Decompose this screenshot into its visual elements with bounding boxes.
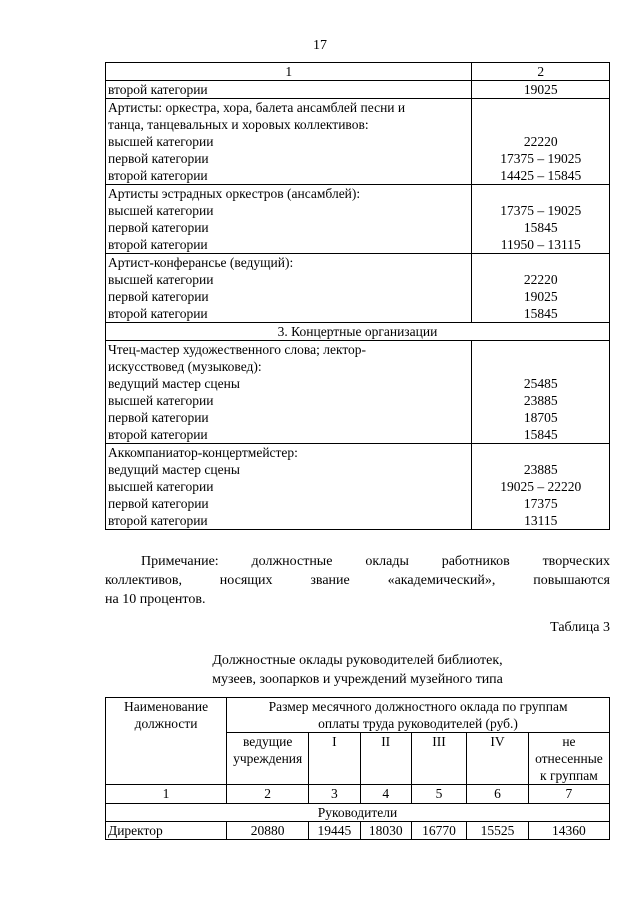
table-row xyxy=(106,185,610,254)
salary-value: 16770 xyxy=(411,822,466,840)
position-line: первой категории xyxy=(108,289,209,304)
salary-line xyxy=(474,185,607,202)
column-number: 3 xyxy=(309,785,360,804)
position-line: высшей категории xyxy=(108,479,214,494)
salary-value: 15525 xyxy=(467,822,529,840)
col-header-name: Наименование должности xyxy=(106,698,227,785)
table-row xyxy=(106,81,610,99)
salary-cell xyxy=(472,341,610,444)
note-word: Примечание: xyxy=(141,554,219,569)
position-cell xyxy=(106,81,472,99)
note-line-3: на 10 процентов. xyxy=(105,592,206,607)
salary-line xyxy=(474,341,607,358)
column-number: 7 xyxy=(528,785,609,804)
column-number: 1 xyxy=(106,63,472,81)
salary-line xyxy=(474,99,607,116)
note-word: носящих xyxy=(219,573,273,588)
salary-line: 19025 – 22220 xyxy=(500,479,582,494)
salary-line xyxy=(474,358,607,375)
header-row xyxy=(106,63,610,81)
note-word: творческих xyxy=(542,554,610,569)
column-number: 2 xyxy=(227,785,309,804)
position-line: Аккомпаниатор-концертмейстер: xyxy=(108,445,298,460)
salary-line xyxy=(474,444,607,461)
salary-line: 14425 – 15845 xyxy=(500,168,582,183)
salary-line: 15845 xyxy=(523,427,558,442)
salary-line: 18705 xyxy=(523,410,558,425)
salary-value: 14360 xyxy=(528,822,609,840)
salary-line: 17375 xyxy=(523,496,558,511)
column-number: 5 xyxy=(411,785,466,804)
sub-header: не отнесенные к группам xyxy=(528,733,609,785)
position-line: первой категории xyxy=(108,410,209,425)
note-word: должностные xyxy=(251,554,333,569)
section-title: 3. Концертные организации xyxy=(106,323,610,341)
note-word: «академический», xyxy=(387,573,496,588)
position-line: ведущий мастер сцены xyxy=(108,462,240,477)
position-cell xyxy=(106,444,472,530)
position-cell xyxy=(106,185,472,254)
salary-line: 17375 – 19025 xyxy=(500,203,582,218)
salary-line: 22220 xyxy=(523,134,558,149)
position-line: первой категории xyxy=(108,220,209,235)
table-label: Таблица 3 xyxy=(550,620,610,635)
page-number: 17 xyxy=(313,38,327,53)
sub-header: I xyxy=(309,733,360,785)
position-line: ведущий мастер сцены xyxy=(108,376,240,391)
position-line: второй категории xyxy=(108,168,208,183)
salary-table-libraries xyxy=(105,697,610,840)
salary-line: 15845 xyxy=(523,306,558,321)
salary-value: 20880 xyxy=(227,822,309,840)
note-word: оклады xyxy=(365,554,409,569)
note-line-2 xyxy=(105,571,610,590)
position-line: искусствовед (музыковед): xyxy=(108,359,262,374)
caption-line: музеев, зоопарков и учреждений музейного типа xyxy=(212,672,503,687)
position-line: высшей категории xyxy=(108,203,214,218)
column-number: 6 xyxy=(467,785,529,804)
note-word: звание xyxy=(310,573,350,588)
salary-table-creative xyxy=(105,62,610,530)
salary-line: 25485 xyxy=(523,376,558,391)
sub-header: IV xyxy=(467,733,529,785)
salary-line: 15845 xyxy=(523,220,558,235)
position-line: второй категории xyxy=(108,427,208,442)
position-line: первой категории xyxy=(108,496,209,511)
salary-cell xyxy=(472,99,610,185)
position-line: Артисты: оркестра, хора, балета ансамблей песни и xyxy=(108,100,406,115)
table-caption xyxy=(105,651,610,689)
note-word: коллективов, xyxy=(105,573,182,588)
position-line: Артист-конферансье (ведущий): xyxy=(108,255,294,270)
salary-line: 13115 xyxy=(524,513,558,528)
salary-cell xyxy=(472,81,610,99)
table-row xyxy=(106,341,610,444)
position-line: танца, танцевальных и хоровых коллективов: xyxy=(108,117,369,132)
salary-line: 19025 xyxy=(523,289,558,304)
table-row xyxy=(106,444,610,530)
salary-line: 11950 – 13115 xyxy=(500,237,581,252)
table-row xyxy=(106,99,610,185)
sub-header: ведущие учреждения xyxy=(227,733,309,785)
salary-value: 18030 xyxy=(360,822,411,840)
salary-value: 19445 xyxy=(309,822,360,840)
position-line: второй категории xyxy=(108,306,208,321)
position-line: высшей категории xyxy=(108,393,214,408)
position-line: высшей категории xyxy=(108,272,214,287)
position-line: первой категории xyxy=(108,151,209,166)
position-cell xyxy=(106,99,472,185)
salary-line: 22220 xyxy=(523,272,558,287)
sub-header: III xyxy=(411,733,466,785)
salary-line xyxy=(474,116,607,133)
section-row xyxy=(106,323,610,341)
salary-line: 23885 xyxy=(523,462,558,477)
position-line: второй категории xyxy=(108,513,208,528)
caption-line: Должностные оклады руководителей библиотек, xyxy=(212,653,503,668)
note-line-1 xyxy=(105,552,610,571)
salary-line: 23885 xyxy=(523,393,558,408)
column-number: 2 xyxy=(472,63,610,81)
note-word: повышаются xyxy=(533,573,610,588)
salary-cell xyxy=(472,444,610,530)
position-name: Директор xyxy=(106,822,227,840)
note xyxy=(105,552,610,609)
table-row xyxy=(106,254,610,323)
salary-cell xyxy=(472,254,610,323)
column-number: 1 xyxy=(106,785,227,804)
position-cell xyxy=(106,254,472,323)
position-cell xyxy=(106,341,472,444)
position-line: Артисты эстрадных оркестров (ансамблей): xyxy=(108,186,361,201)
column-number: 4 xyxy=(360,785,411,804)
salary-cell xyxy=(472,185,610,254)
position-line: Чтец-мастер художественного слова; лектор- xyxy=(108,342,367,357)
position-line: высшей категории xyxy=(108,134,214,149)
sub-header: II xyxy=(360,733,411,785)
salary-line xyxy=(474,254,607,271)
position-line: второй категории xyxy=(108,237,208,252)
position-line: второй категории xyxy=(108,82,208,97)
salary-line: 17375 – 19025 xyxy=(500,151,582,166)
note-word: работников xyxy=(441,554,510,569)
section-row: Руководители xyxy=(106,804,610,822)
salary-line: 19025 xyxy=(523,82,558,97)
group-header: Размер месячного должностного оклада по группам оплаты труда руководителей (руб.) xyxy=(227,698,610,733)
